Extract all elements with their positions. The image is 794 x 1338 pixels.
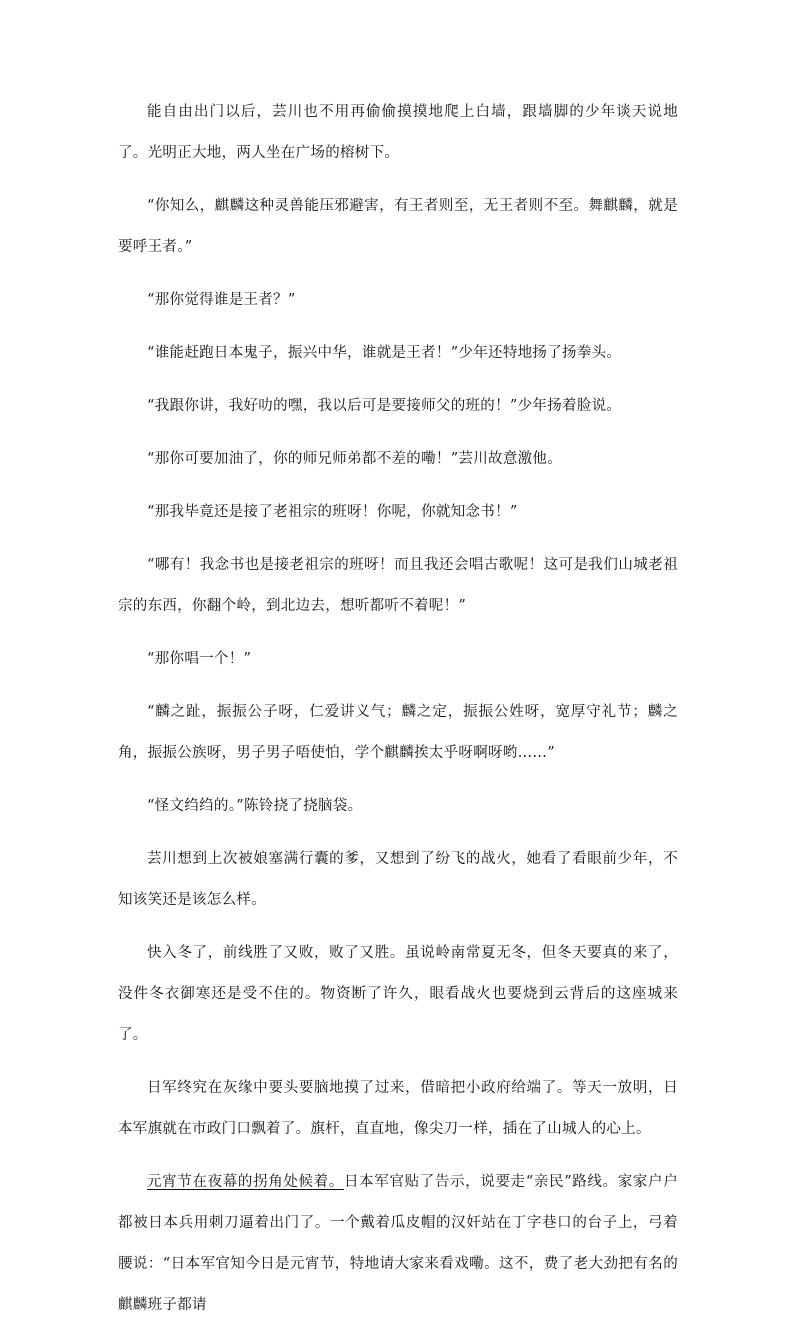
paragraph: “怪文绉绉的。”陈铃挠了挠脑袋。 bbox=[147, 798, 363, 814]
paragraph: “麟之趾，振振公子呀，仁爱讲义气；麟之定，振振公姓呀，宽厚守礼节；麟之角，振振公族呀，男子男子唔使怕，学个麒麟挨太乎呀啊呀哟……” bbox=[118, 704, 678, 761]
paragraph-text: 日本军官贴了告示，说要走“亲民”路线。家家户户都被日本兵用刺刀逼着出门了。一个戴着瓜皮帽的汉奸站在丁字巷口的台子上，弓着腰说：“日本军官知今日是元宵节，特地请大家来看戏嘞。这不，费了老大劲把有名的麒麟班子都请 bbox=[118, 1174, 678, 1313]
paragraph: “那你唱一个！” bbox=[147, 651, 252, 667]
paragraph: 日军终究在灰缘中要头要脑地摸了过来，借暗把小政府给端了。等天一放明，日本军旗就在市政门口飘着了。旗杆，直直地，像尖刀一样，插在了山城人的心上。 bbox=[118, 1080, 678, 1137]
paragraph: “那你可要加油了，你的师兄师弟都不差的嘞！”芸川故意激他。 bbox=[147, 451, 563, 467]
paragraph: “你知么，麒麟这种灵兽能压邪避害，有王者则至，无王者则不至。舞麒麟，就是要呼王者。” bbox=[118, 198, 678, 255]
paragraph: “谁能赶跑日本鬼子，振兴中华，谁就是王者！”少年还特地扬了扬拳头。 bbox=[147, 345, 622, 361]
paragraph: “那你觉得谁是王者？” bbox=[147, 292, 296, 308]
underlined-sentence: 元宵节在夜幕的拐角处候着。 bbox=[147, 1174, 344, 1190]
paragraph: “我跟你讲，我好叻的嘿，我以后可是要接师父的班的！”少年扬着脸说。 bbox=[147, 398, 622, 414]
paragraph: “那我毕竟还是接了老祖宗的班呀！你呢，你就知念书！” bbox=[147, 504, 518, 520]
document-page bbox=[118, 92, 678, 1338]
paragraph: “哪有！我念书也是接老祖宗的班呀！而且我还会唱古歌呢！这可是我们山城老祖宗的东西，你翻个岭，到北边去，想听都听不着呢！” bbox=[118, 557, 678, 614]
paragraph: 能自由出门以后，芸川也不用再偷偷摸摸地爬上白墙，跟墙脚的少年谈天说地了。光明正大地，两人坐在广场的榕树下。 bbox=[118, 104, 678, 161]
paragraph: 芸川想到上次被娘塞满行囊的爹，又想到了纷飞的战火，她看了看眼前少年，不知该笑还是该怎么样。 bbox=[118, 851, 678, 908]
paragraph: 快入冬了，前线胜了又败，败了又胜。虽说岭南常夏无冬，但冬天要真的来了，没件冬衣御寒还是受不住的。物资断了许久，眼看战火也要烧到云背后的这座城来了。 bbox=[118, 945, 678, 1043]
paragraph bbox=[118, 1162, 678, 1326]
